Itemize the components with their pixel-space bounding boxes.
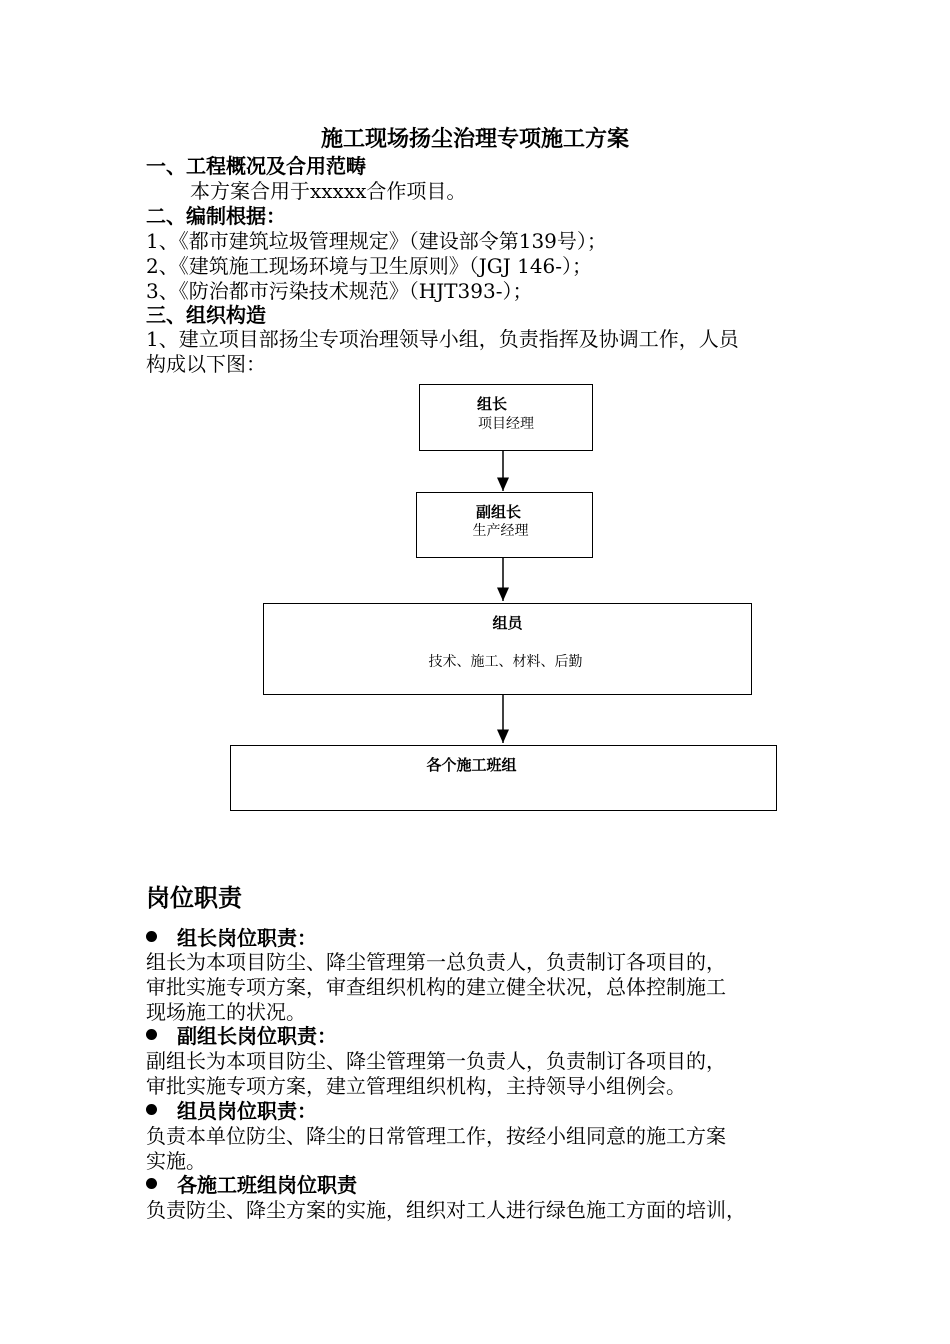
basis-item-1: 1、《都市建筑垃圾管理规定》（建设部令第139号）； — [146, 229, 607, 253]
section3-line-2: 构成以下图： — [146, 352, 266, 376]
duty-deputy-title: 副组长岗位职责： — [177, 1024, 337, 1048]
org-box-members — [263, 603, 752, 695]
section1-text: 本方案合用于xxxxx合作项目。 — [190, 179, 467, 203]
duty-leader-line-1: 组长为本项目防尘、降尘管理第一总负责人，负责制订各项目的， — [146, 950, 726, 974]
bullet-icon — [146, 931, 157, 942]
bullet-icon — [146, 1178, 157, 1189]
leader-title: 组长 — [476, 395, 507, 413]
duty-members-line-1: 负责本单位防尘、降尘的日常管理工作，按经小组同意的施工方案 — [146, 1124, 726, 1148]
section1-heading: 一、工程概况及合用范畴 — [146, 154, 366, 178]
document-title: 施工现场扬尘治理专项施工方案 — [320, 126, 629, 152]
org-box-leader — [419, 384, 593, 451]
teams-title: 各个施工班组 — [426, 756, 517, 774]
duty-leader-title: 组长岗位职责： — [177, 926, 317, 950]
duty-members-title: 组员岗位职责： — [177, 1099, 317, 1123]
basis-item-2: 2、《建筑施工现场环境与卫生原则》（JGJ 146-）； — [146, 254, 593, 278]
leader-role: 项目经理 — [478, 416, 534, 432]
bullet-icon — [146, 1029, 157, 1040]
duty-deputy-line-1: 副组长为本项目防尘、降尘管理第一负责人，负责制订各项目的， — [146, 1049, 726, 1073]
section3-line-1: 1、建立项目部扬尘专项治理领导小组，负责指挥及协调工作，人员 — [146, 327, 739, 351]
members-roles: 技术、施工、材料、后勤 — [428, 654, 583, 670]
section2-heading: 二、编制根据： — [146, 204, 286, 228]
duties-heading: 岗位职责 — [146, 884, 242, 912]
org-box-deputy — [416, 492, 593, 558]
duty-teams-title: 各施工班组岗位职责 — [177, 1173, 357, 1197]
members-title: 组员 — [492, 614, 523, 632]
section3-heading: 三、组织构造 — [146, 303, 266, 327]
bullet-icon — [146, 1104, 157, 1115]
org-box-teams — [230, 745, 777, 811]
duty-leader-line-3: 现场施工的状况。 — [146, 1000, 306, 1024]
deputy-role: 生产经理 — [472, 523, 529, 539]
duty-teams-line-1: 负责防尘、降尘方案的实施，组织对工人进行绿色施工方面的培训， — [146, 1198, 746, 1222]
duty-members-line-2: 实施。 — [146, 1149, 206, 1173]
duty-deputy-line-2: 审批实施专项方案，建立管理组织机构，主持领导小组例会。 — [146, 1074, 686, 1098]
basis-item-3: 3、《防治都市污染技术规范》（HJT393-）； — [146, 279, 533, 303]
deputy-title: 副组长 — [475, 503, 521, 521]
duty-leader-line-2: 审批实施专项方案，审查组织机构的建立健全状况，总体控制施工 — [146, 975, 726, 999]
